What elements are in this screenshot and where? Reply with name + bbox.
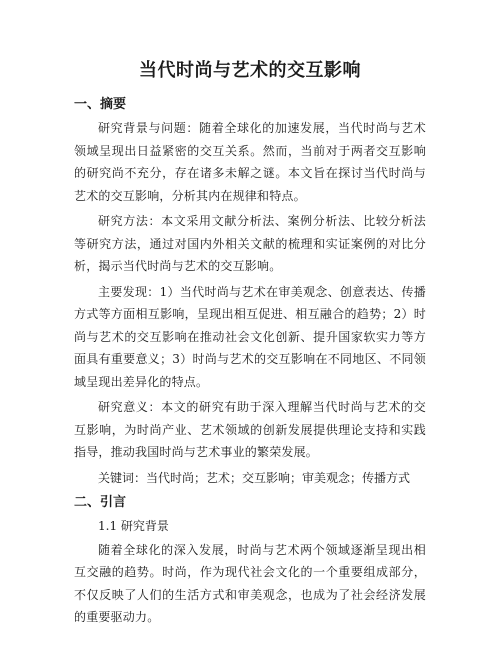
document-title: 当代时尚与艺术的交互影响 <box>139 60 361 81</box>
keywords-line: 关键词：当代时尚；艺术；交互影响；审美观念；传播方式 <box>98 470 411 485</box>
abstract-paragraph-significance: 研究意义：本文的研究有助于深入理解当代时尚与艺术的交互影响，为时尚产业、艺术领域的创新发展提供理论支持和实践指导，推动我国时尚与艺术事业的繁荣发展。 <box>74 400 426 459</box>
abstract-paragraph-methods: 研究方法：本文采用文献分析法、案例分析法、比较分析法等研究方法，通过对国内外相关文献的梳理和实证案例的对比分析，揭示当代时尚与艺术的交互影响。 <box>74 214 426 273</box>
intro-heading: 二、引言 <box>74 494 127 510</box>
intro-paragraph: 随着全球化的深入发展，时尚与艺术两个领域逐渐呈现出相互交融的趋势。时尚，作为现代社会文化的一个重要组成部分，不仅反映了人们的生活方式和审美观念，也成为了社会经济发展的重要驱动力。 <box>74 542 426 624</box>
abstract-heading: 一、摘要 <box>74 97 127 112</box>
abstract-paragraph-background: 研究背景与问题：随着全球化的加速发展，当代时尚与艺术领域呈现出日益紧密的交互关系。然而，当前对于两者交互影响的研究尚不充分，存在诸多未解之谜。本文旨在探讨当代时尚与艺术的交互影响，分析其内在规律和特点。 <box>74 121 426 203</box>
intro-subheading: 1.1 研究背景 <box>98 518 169 533</box>
abstract-paragraph-findings: 主要发现：1）当代时尚与艺术在审美观念、创意表达、传播方式等方面相互影响，呈现出相互促进、相互融合的趋势；2）时尚与艺术的交互影响在推动社会文化创新、提升国家软实力等方面具有重要意义；3）时尚与艺术的交互影响在不同地区、不同领域呈现出差异化的特点。 <box>74 284 426 389</box>
